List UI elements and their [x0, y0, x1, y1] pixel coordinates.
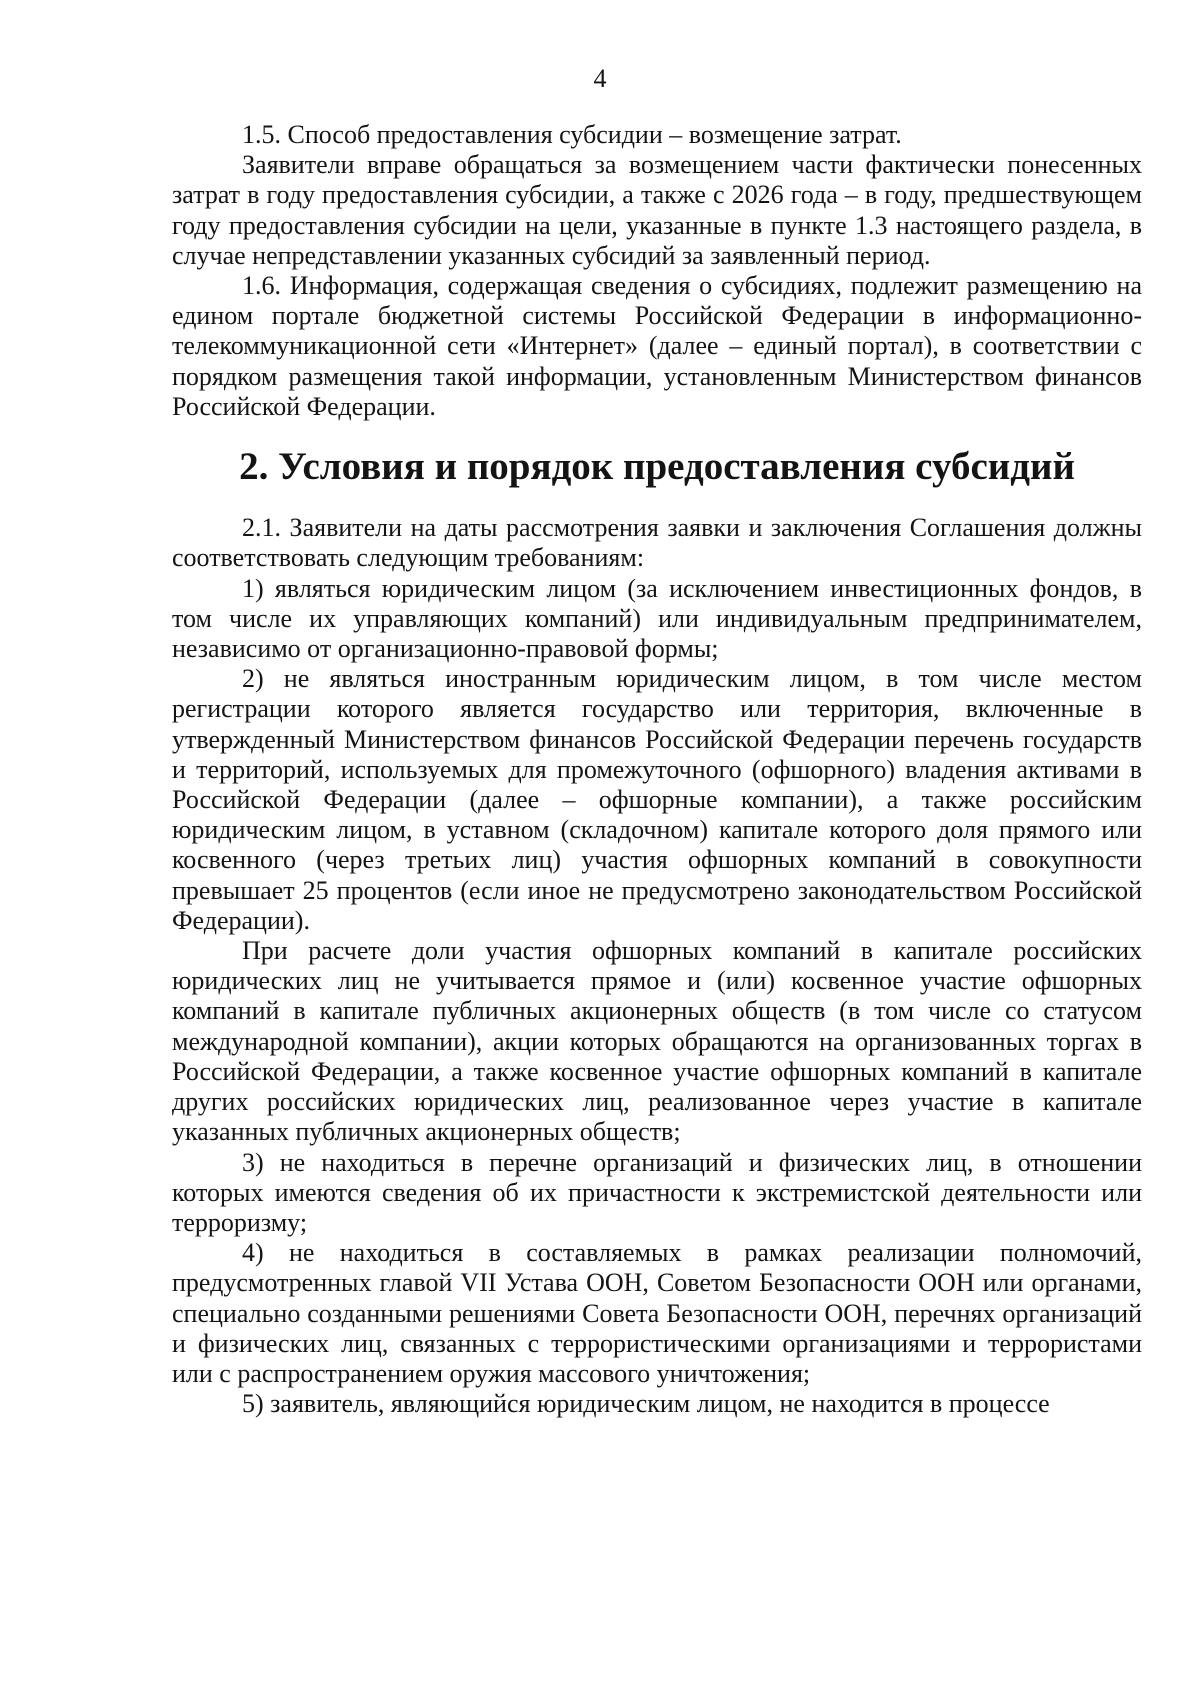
- requirement-1: 1) являться юридическим лицом (за исключением инвестиционных фондов, в том числе их управляющих компаний) или индивидуальным предпринимателем, независимо от организационно-правовой формы;: [172, 573, 1142, 664]
- requirement-2: 2) не являться иностранным юридическим лицом, в том числе местом регистрации которого является государство или территория, включенные в утвержденный Министерством финансов Российской Федерации перечень государств и территорий, используемых для промежуточного (офшорного) владения активами в Российской Федерации (далее – офшорные компании), а также российским юридическим лицом, в уставном (складочном) капитале которого доля прямого или косвенного (через третьих лиц) участия офшорных компаний в совокупности превышает 25 процентов (если иное не предусмотрено законодательством Российской Федерации).: [172, 664, 1142, 935]
- section-heading: 2. Условия и порядок предоставления субсидий: [239, 445, 1075, 489]
- requirement-3: 3) не находиться в перечне организаций и физических лиц, в отношении которых имеются сведения об их причастности к экстремистской деятельности или терроризму;: [172, 1147, 1142, 1237]
- paragraph-offshore-calculation: При расчете доли участия офшорных компаний в капитале российских юридических лиц не учитывается прямое и (или) косвенное участие офшорных компаний в капитале публичных акционерных обществ (в том числе со статусом международной компании), акции которых обращаются на организованных торгах в Российской Федерации, а также косвенное участие офшорных компаний в капитале других российских юридических лиц, реализованное через участие в капитале указанных публичных акционерных обществ;: [172, 936, 1142, 1147]
- requirement-4: 4) не находиться в составляемых в рамках реализации полномочий, предусмотренных главой VII Устава ООН, Советом Безопасности ООН или органами, специально созданными решениями Совета Безопасности ООН, перечнях организаций и физических лиц, связанных с террористическими организациями и террористами или с распространением оружия массового уничтожения;: [172, 1238, 1142, 1388]
- page-number: 4: [593, 64, 607, 93]
- requirement-5: 5) заявитель, являющийся юридическим лицом, не находится в процессе: [242, 1389, 1050, 1419]
- paragraph-1-5: 1.5. Способ предоставления субсидии – возмещение затрат.: [242, 120, 902, 149]
- paragraph-1-6: 1.6. Информация, содержащая сведения о субсидиях, подлежит размещению на едином портале бюджетной системы Российской Федерации в информационно-телекоммуникационной сети «Интернет» (далее – единый портал), в соответствии с порядком размещения такой информации, установленным Министерством финансов Российской Федерации.: [172, 271, 1142, 421]
- paragraph-applicants-right: Заявители вправе обращаться за возмещением части фактически понесенных затрат в году предоставления субсидии, а также с 2026 года – в году, предшествующем году предоставления субсидии на цели, указанные в пункте 1.3 настоящего раздела, в случае непредставлении указанных субсидий за заявленный период.: [172, 150, 1142, 270]
- paragraph-2-1: 2.1. Заявители на даты рассмотрения заявки и заключения Соглашения должны соответствовать следующим требованиям:: [172, 513, 1142, 573]
- document-body: [172, 120, 1142, 1419]
